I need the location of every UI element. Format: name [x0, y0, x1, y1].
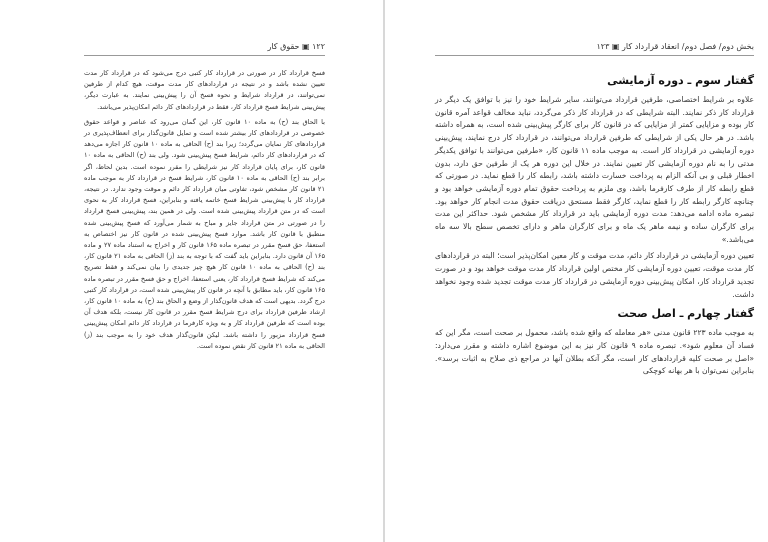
- section-heading-probation: گفتار سوم ـ دوره آزمایشی: [607, 74, 754, 87]
- right-paragraph-3: به موجب ماده ۲۲۳ قانون مدنی «هر معامله که واقع شده باشد، محمول بر صحت است، مگر این که فساد آن معلوم شود». تبصره ماده ۹ قانون کار نیز به این موضوع اشاره داشته و مقرر می‌دارد: «اصل بر صحت کلیه قراردادهای کار است، مگر آنکه بطلان آنها در مراجع ذی صلاح به اثبات برسد». بنابراین نمی‌توان با هر بهانه کوچکی: [435, 328, 755, 376]
- left-page: [0, 0, 383, 542]
- right-paragraph-2: تعیین دوره آزمایشی در قرارداد کار دائم، مدت موقت و کار معین امکان‌پذیر است؛ البته در قراردادهای کار مدت موقت، تعیین دوره آزمایشی کار مختص اولین قرارداد کار مدت موقت خواهد بود و در صورت تجدید قرارداد کار، امکان پیش‌بینی دوره آزمایشی در قرارداد کار مدت موقت تجدید شده وجود نخواهد داشت.: [435, 251, 754, 299]
- left-page-header: ۱۲۲ ▣ حقوق کار: [267, 42, 325, 51]
- left-page-body: [84, 68, 325, 356]
- right-paragraph-1: علاوه بر شرایط اختصاصی، طرفین قرارداد می‌توانند، سایر شرایط خود را نیز با توافق یک دیگر در قرارداد کار ذکر نمایند. البته شرایطی که در قرارداد کار ذکر می‌گردد، نباید مخالف قواعد آمره قانون کار بوده و مزایایی کمتر از مزایایی که در قانون کار برای کارگر پیش‌بینی شده است، به همراه داشته باشد. در هر حال یکی از شرایطی که طرفین قرارداد می‌توانند، در قرارداد کار درج نمایند، پیش‌بینی دوره آزمایشی در قرارداد کار است. به موجب ماده ۱۱ قانون کار، «طرفین می‌توانند با توافق یکدیگر مدتی را به نام دوره آزمایشی کار تعیین نمایند. در خلال این دوره هر یک از طرفین حق دارد، بدون اخطار قبلی و بی آنکه الزام به پرداخت خسارت داشته باشد، رابطه کار را قطع نماید. در صورتی که قطع رابطه کار از طرف کارفرما باشد، وی ملزم به پرداخت حقوق تمام دوره آزمایشی خواهد بود و چنانچه کارگر رابطه کار را قطع نماید، کارگر فقط مستحق دریافت حقوق مدت انجام کار خواهد بود. تبصره ماده ادامه می‌دهد: مدت دوره آزمایشی باید در قرارداد کار مشخص شود. حداکثر این مدت برای کارگران ساده و نیمه ماهر یک ماه و برای کارگران ماهر و دارای تخصص سطح بالا سه ماه می‌باشد.»: [435, 95, 755, 244]
- left-paragraph-2: با الحاق بند (ح) به ماده ۱۰ قانون کار، این گمان می‌رود که عناصر و قواعد حقوق خصوصی در قراردادهای کار بیشتر شده است و تمایل قانون‌گذار برای انعطاف‌پذیری در قراردادهای کار نمایان می‌گردد؛ زیرا بند (ح) الحاقی به ماده ۱۰ قانون کار اجازه می‌دهد که در قراردادهای کار دائم، شرایط فسخ پیش‌بینی شود. ولی بند (ح) الحاقی به ماده ۱۰ قانون کار، برای پایان قرارداد کار نیز شرایطی را مقرر نموده است. بدین لحاظ، اگر برابر بند (ح) الحاقی به ماده ۱۰ قانون کار، شرایط فسخ در قرارداد کار به موجب ماده ۲۱ قانون کار مشخص شود، تفاوتی میان قرارداد کار دائم و موقت وجود ندارد. در نتیجه، قرارداد کار با پیش‌بینی شرایط فسخ خاتمه یافته و بنابراین، فسخ قرارداد کار به نحوی است که در متن قرارداد پیش‌بینی شده است. ولی در همین بند، پیش‌بینی فسخ قرارداد را در صورتی در متن قرارداد جایز و مباح به شمار می‌آورد که فسخ پیش‌بینی شده منطبق با قانون کار باشد. موارد فسخ پیش‌بینی شده در قانون کار نیز اختصاص به استعفا، حق فسخ مقرر در تبصره ماده ۱۶۵ قانون کار و اخراج به استناد ماده ۲۷ و ماده ۱۶۵ آن قانون دارد. بنابراین باید گفت که با توجه به بند (ز) الحاقی به ماده ۲۱ قانون کار، بند (ح) الحاقی به ماده ۱۰ قانون کار هیچ چیز جدیدی را بیان نمی‌کند و فقط تصریح می‌کند که شرایط فسخ قرارداد کار، یعنی استعفا، اخراج و حق فسخ مقرر در تبصره ماده ۱۶۵ قانون کار، باید مطابق با آنچه در قانون کار پیش‌بینی شده است، در قرارداد کار کتبی درج گردد. بدیهی است که هدف قانون‌گذار از وضع و الحاق بند (ح) به ماده ۱۰ قانون کار، ارشاد طرفین قرارداد برای درج شرایط فسخ مقرر در قانون کار نیست، بلکه هدف آن بوده است که طرفین قرارداد کار و به ویژه کارفرما در قرارداد کار دائم امکان پیش‌بینی فسخ قرارداد مزبور را داشته باشد. لیکن قانون‌گذار هدف خود را به موجب بند (ز) الحاقی به ماده ۲۱ قانون کار نقض نموده است.: [84, 117, 326, 350]
- section-heading-validity: گفتار چهارم ـ اصل صحت: [617, 307, 754, 321]
- right-page: [385, 0, 768, 542]
- left-header-rule: [84, 55, 325, 56]
- left-paragraph-1: فسخ قرارداد کار در صورتی در قرارداد کار کتبی درج می‌شود که در قرارداد کار مدت تعیین نشده باشد و در نتیجه در قراردادهای کار مدت موقت، هیچ کدام از طرفین نمی‌توانند، در قرارداد شرایط و نحوه فسخ آن را پیش‌بینی نمایند. به عبارت دیگر، پیش‌بینی شرایط فسخ قرارداد کار، فقط در قراردادهای کار دائم امکان‌پذیر می‌باشد.: [84, 69, 325, 111]
- right-page-header: بخش دوم/ فصل دوم/ انعقاد قرارداد کار ▣ ۱۲۳: [596, 42, 754, 51]
- right-header-rule: [435, 55, 754, 56]
- right-page-body: [435, 70, 754, 382]
